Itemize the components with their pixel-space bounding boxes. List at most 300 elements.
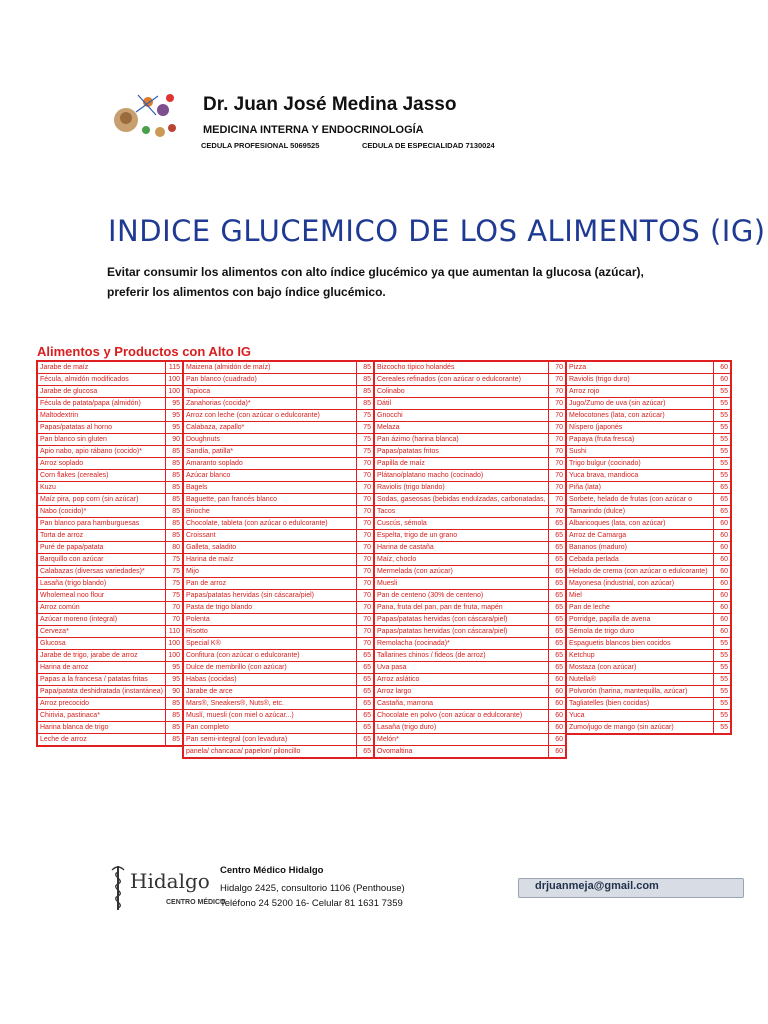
food-name: Corn flakes (cereales) bbox=[37, 470, 166, 482]
table-row bbox=[37, 614, 183, 626]
table-row bbox=[566, 590, 731, 602]
food-name: Jugo/Zumo de uva (sin azúcar) bbox=[566, 398, 714, 410]
ig-value: 60 bbox=[714, 578, 732, 590]
food-name: Cerveza* bbox=[37, 626, 166, 638]
ig-value: 85 bbox=[166, 482, 184, 494]
food-name: Galleta, saladito bbox=[183, 542, 357, 554]
food-name: Albaricoques (lata, con azúcar) bbox=[566, 518, 714, 530]
food-name: Arroz rojo bbox=[566, 386, 714, 398]
food-name: Fécula, almidón modificados bbox=[37, 374, 166, 386]
food-name: Espaguetis blancos bien cocidos bbox=[566, 638, 714, 650]
ig-value: 95 bbox=[166, 410, 184, 422]
food-name: Mermelada (con azúcar) bbox=[374, 566, 549, 578]
food-name: Azúcar moreno (integral) bbox=[37, 614, 166, 626]
ig-value: 70 bbox=[357, 578, 375, 590]
table-title: Alimentos y Productos con Alto IG bbox=[37, 344, 252, 359]
table-row bbox=[37, 722, 183, 734]
ig-value: 60 bbox=[714, 602, 732, 614]
ig-value: 60 bbox=[549, 710, 567, 722]
ig-value: 70 bbox=[357, 614, 375, 626]
table-row bbox=[183, 698, 374, 710]
food-name: Castaña, marrona bbox=[374, 698, 549, 710]
ig-value: 65 bbox=[714, 506, 732, 518]
table-row bbox=[374, 662, 566, 674]
table-row bbox=[566, 494, 731, 506]
food-name: Barquillo con azúcar bbox=[37, 554, 166, 566]
food-name: Papilla de maíz bbox=[374, 458, 549, 470]
food-name: Raviolis (trigo duro) bbox=[566, 374, 714, 386]
food-name: Lasaña (trigo duro) bbox=[374, 722, 549, 734]
hidalgo-logo-sub: CENTRO MÉDICO bbox=[166, 899, 226, 906]
ig-value: 55 bbox=[714, 650, 732, 662]
table-row bbox=[566, 361, 731, 374]
food-name: Jarabe de trigo, jarabe de arroz bbox=[37, 650, 166, 662]
ig-value: 55 bbox=[714, 458, 732, 470]
food-name: Papas/patatas al horno bbox=[37, 422, 166, 434]
food-name: Arroz precocido bbox=[37, 698, 166, 710]
food-name: Pan blanco (cuadrado) bbox=[183, 374, 357, 386]
food-name: Pan de centeno (30% de centeno) bbox=[374, 590, 549, 602]
specialty: MEDICINA INTERNA Y ENDOCRINOLOGÍA bbox=[203, 124, 424, 136]
food-name: Harina blanca de trigo bbox=[37, 722, 166, 734]
table-row bbox=[374, 674, 566, 686]
ig-value: 70 bbox=[549, 398, 567, 410]
ig-value: 70 bbox=[549, 386, 567, 398]
table-row bbox=[374, 542, 566, 554]
food-name: Papas/patatas fritos bbox=[374, 446, 549, 458]
food-name: Jarabe de maíz bbox=[37, 361, 166, 374]
table-row bbox=[566, 638, 731, 650]
food-name: Plátano/platano macho (cocinado) bbox=[374, 470, 549, 482]
table-row bbox=[374, 638, 566, 650]
ig-value: 65 bbox=[357, 746, 375, 759]
food-name: Dulce de membrillo (con azúcar) bbox=[183, 662, 357, 674]
ig-value: 65 bbox=[714, 494, 732, 506]
food-name: Yuca brava, mandioca bbox=[566, 470, 714, 482]
food-name: Torta de arroz bbox=[37, 530, 166, 542]
food-name: Sorbete, helado de frutas (con azúcar o bbox=[566, 494, 714, 506]
food-name: Fécula de patata/papa (almidón) bbox=[37, 398, 166, 410]
table-row bbox=[566, 434, 731, 446]
table-column-1 bbox=[36, 360, 184, 747]
table-row bbox=[374, 470, 566, 482]
table-row bbox=[37, 638, 183, 650]
ig-value: 85 bbox=[166, 734, 184, 747]
food-name: Pan ázimo (harina blanca) bbox=[374, 434, 549, 446]
food-name: Glucosa bbox=[37, 638, 166, 650]
table-row bbox=[183, 722, 374, 734]
table-row bbox=[37, 410, 183, 422]
table-row bbox=[566, 458, 731, 470]
ig-value: 55 bbox=[714, 722, 732, 735]
food-name: Colinabo bbox=[374, 386, 549, 398]
ig-value: 65 bbox=[357, 698, 375, 710]
food-name: Muesli bbox=[374, 578, 549, 590]
ig-value: 65 bbox=[549, 566, 567, 578]
ig-value: 65 bbox=[357, 650, 375, 662]
food-name: Pana, fruta del pan, pan de fruta, mapén bbox=[374, 602, 549, 614]
food-name: Cebada perlada bbox=[566, 554, 714, 566]
food-name: Maizena (almidón de maíz) bbox=[183, 361, 357, 374]
ig-value: 60 bbox=[714, 530, 732, 542]
table-row bbox=[183, 398, 374, 410]
table-row bbox=[566, 506, 731, 518]
food-name: Gnocchi bbox=[374, 410, 549, 422]
table-row bbox=[37, 518, 183, 530]
food-name: Apio nabo, apio rábano (cocido)* bbox=[37, 446, 166, 458]
food-name: Nutella® bbox=[566, 674, 714, 686]
ig-value: 70 bbox=[549, 494, 567, 506]
table-row bbox=[566, 518, 731, 530]
food-name: Chocolate, tableta (con azúcar o edulcorante) bbox=[183, 518, 357, 530]
table-row bbox=[374, 686, 566, 698]
table-row bbox=[374, 578, 566, 590]
ig-value: 70 bbox=[549, 434, 567, 446]
table-row bbox=[183, 446, 374, 458]
center-address: Hidalgo 2425, consultorio 1106 (Penthouse) bbox=[220, 883, 405, 894]
table-row bbox=[37, 446, 183, 458]
ig-value: 85 bbox=[166, 530, 184, 542]
table-row bbox=[374, 602, 566, 614]
table-row bbox=[37, 542, 183, 554]
food-name: Dátil bbox=[374, 398, 549, 410]
table-row bbox=[374, 434, 566, 446]
food-name: Polvorón (harina, mantequilla, azúcar) bbox=[566, 686, 714, 698]
food-name: Melocotones (lata, con azúcar) bbox=[566, 410, 714, 422]
table-row bbox=[183, 470, 374, 482]
intro-text: Evitar consumir los alimentos con alto índice glucémico ya que aumentan la glucosa (azúcar), preferir los alimentos con bajo índice glucémico. bbox=[107, 265, 644, 299]
ig-value: 60 bbox=[714, 614, 732, 626]
ig-value: 55 bbox=[714, 710, 732, 722]
table-row bbox=[37, 578, 183, 590]
food-name: Leche de arroz bbox=[37, 734, 166, 747]
ig-value: 85 bbox=[166, 446, 184, 458]
table-row bbox=[566, 566, 731, 578]
ig-value: 60 bbox=[549, 746, 567, 759]
table-column-2 bbox=[182, 360, 375, 759]
ig-value: 70 bbox=[549, 506, 567, 518]
table-row bbox=[374, 614, 566, 626]
food-name: Jarabe de arce bbox=[183, 686, 357, 698]
food-name: Pizza bbox=[566, 361, 714, 374]
table-row bbox=[566, 422, 731, 434]
table-row bbox=[37, 674, 183, 686]
ig-value: 55 bbox=[714, 638, 732, 650]
table-row bbox=[183, 422, 374, 434]
table-row bbox=[37, 734, 183, 747]
table-row bbox=[183, 434, 374, 446]
food-name: Papas a la francesa / patatas fritas bbox=[37, 674, 166, 686]
food-name: Pan blanco para hamburguesas bbox=[37, 518, 166, 530]
food-name: Muslí, muesli (con miel o azúcar...) bbox=[183, 710, 357, 722]
ig-value: 110 bbox=[166, 626, 184, 638]
ig-value: 70 bbox=[357, 506, 375, 518]
ig-value: 70 bbox=[357, 602, 375, 614]
ig-value: 65 bbox=[549, 530, 567, 542]
food-name: Espelta, trigo de un grano bbox=[374, 530, 549, 542]
food-name: Puré de papa/patata bbox=[37, 542, 166, 554]
food-name: Calabaza, zapallo* bbox=[183, 422, 357, 434]
ig-value: 65 bbox=[549, 614, 567, 626]
table-row bbox=[374, 530, 566, 542]
ig-value: 65 bbox=[357, 662, 375, 674]
glycemic-table bbox=[36, 360, 732, 791]
ig-value: 60 bbox=[549, 674, 567, 686]
ig-value: 65 bbox=[549, 650, 567, 662]
cedula-profesional: CEDULA PROFESIONAL 5069525 bbox=[201, 141, 320, 150]
table-row bbox=[566, 374, 731, 386]
ig-value: 65 bbox=[357, 686, 375, 698]
ig-value: 55 bbox=[714, 674, 732, 686]
ig-value: 70 bbox=[357, 554, 375, 566]
ig-value: 65 bbox=[357, 734, 375, 746]
ig-value: 55 bbox=[714, 398, 732, 410]
ig-value: 100 bbox=[166, 374, 184, 386]
table-row bbox=[183, 506, 374, 518]
ig-value: 75 bbox=[166, 554, 184, 566]
food-name: Harina de maíz bbox=[183, 554, 357, 566]
food-name: Yuca bbox=[566, 710, 714, 722]
food-name: Nabo (cocido)* bbox=[37, 506, 166, 518]
ig-value: 70 bbox=[357, 626, 375, 638]
ig-value: 95 bbox=[166, 674, 184, 686]
table-row bbox=[374, 746, 566, 759]
ig-value: 85 bbox=[357, 374, 375, 386]
table-row bbox=[37, 494, 183, 506]
food-name: Raviolis (trigo blando) bbox=[374, 482, 549, 494]
table-row bbox=[183, 590, 374, 602]
ig-value: 65 bbox=[714, 482, 732, 494]
food-name: Níspero (japonés bbox=[566, 422, 714, 434]
table-row bbox=[183, 518, 374, 530]
ig-value: 60 bbox=[549, 734, 567, 746]
food-name: Amaranto soplado bbox=[183, 458, 357, 470]
table-row bbox=[37, 386, 183, 398]
table-row bbox=[37, 650, 183, 662]
table-row bbox=[183, 662, 374, 674]
table-row bbox=[183, 374, 374, 386]
table-row bbox=[566, 470, 731, 482]
table-row bbox=[37, 506, 183, 518]
table-row bbox=[37, 422, 183, 434]
food-name: Arroz común bbox=[37, 602, 166, 614]
table-row bbox=[374, 734, 566, 746]
food-name: Papas/patatas hervidas (sin cáscara/piel) bbox=[183, 590, 357, 602]
table-row bbox=[566, 398, 731, 410]
table-row bbox=[183, 710, 374, 722]
ig-value: 70 bbox=[357, 566, 375, 578]
food-name: Papas/patatas hervidas (con cáscara/piel) bbox=[374, 626, 549, 638]
ig-value: 75 bbox=[166, 566, 184, 578]
food-name: Arroz aslático bbox=[374, 674, 549, 686]
ig-value: 70 bbox=[357, 530, 375, 542]
food-name: Cereales refinados (con azúcar o edulcorante) bbox=[374, 374, 549, 386]
ig-value: 70 bbox=[166, 602, 184, 614]
ig-value: 85 bbox=[166, 722, 184, 734]
center-phone: Teléfono 24 5200 16- Celular 81 1631 7359 bbox=[220, 898, 403, 909]
table-row bbox=[183, 554, 374, 566]
food-name: Sandía, patilla* bbox=[183, 446, 357, 458]
food-name: Mayonesa (industrial, con azúcar) bbox=[566, 578, 714, 590]
food-name: Cuscús, sémola bbox=[374, 518, 549, 530]
ig-value: 70 bbox=[357, 542, 375, 554]
ig-value: 85 bbox=[166, 698, 184, 710]
ig-value: 70 bbox=[549, 458, 567, 470]
food-name: Chirivia, pastinaca* bbox=[37, 710, 166, 722]
ig-value: 70 bbox=[549, 410, 567, 422]
table-row bbox=[183, 566, 374, 578]
ig-value: 65 bbox=[549, 578, 567, 590]
food-name: Maíz pira, pop corn (sin azúcar) bbox=[37, 494, 166, 506]
ig-value: 85 bbox=[166, 494, 184, 506]
ig-value: 75 bbox=[357, 422, 375, 434]
doctor-name: Dr. Juan José Medina Jasso bbox=[203, 94, 457, 115]
ig-value: 95 bbox=[166, 422, 184, 434]
ig-value: 70 bbox=[357, 482, 375, 494]
table-row bbox=[183, 686, 374, 698]
food-name: Brioche bbox=[183, 506, 357, 518]
table-row bbox=[183, 386, 374, 398]
ig-value: 70 bbox=[549, 446, 567, 458]
table-row bbox=[183, 638, 374, 650]
food-name: Porridge, papilla de avena bbox=[566, 614, 714, 626]
food-name: Piña (lata) bbox=[566, 482, 714, 494]
table-column-4 bbox=[565, 360, 732, 735]
food-name: Uva pasa bbox=[374, 662, 549, 674]
table-row bbox=[566, 578, 731, 590]
doctor-logo bbox=[108, 90, 182, 142]
table-row bbox=[37, 662, 183, 674]
ig-value: 65 bbox=[549, 602, 567, 614]
ig-value: 70 bbox=[549, 361, 567, 374]
ig-value: 90 bbox=[166, 434, 184, 446]
table-row bbox=[183, 458, 374, 470]
table-row bbox=[566, 722, 731, 735]
ig-value: 70 bbox=[549, 422, 567, 434]
table-row bbox=[566, 554, 731, 566]
table-row bbox=[374, 410, 566, 422]
food-name: Papaya (fruta fresca) bbox=[566, 434, 714, 446]
table-row bbox=[374, 361, 566, 374]
table-row bbox=[37, 554, 183, 566]
email-link[interactable]: drjuanmeja@gmail.com bbox=[535, 880, 659, 892]
table-row bbox=[566, 542, 731, 554]
food-name: Lasaña (trigo blando) bbox=[37, 578, 166, 590]
food-name: Azúcar blanco bbox=[183, 470, 357, 482]
table-row bbox=[374, 650, 566, 662]
food-name: Doughnuts bbox=[183, 434, 357, 446]
food-name: panela/ chancaca/ papelon/ piloncillo bbox=[183, 746, 357, 759]
ig-value: 55 bbox=[714, 698, 732, 710]
ig-value: 65 bbox=[549, 590, 567, 602]
ig-value: 85 bbox=[357, 398, 375, 410]
ig-value: 115 bbox=[166, 361, 184, 374]
table-row bbox=[183, 674, 374, 686]
food-name: Arroz de Camarga bbox=[566, 530, 714, 542]
table-row bbox=[374, 386, 566, 398]
ig-value: 70 bbox=[357, 518, 375, 530]
table-row bbox=[374, 554, 566, 566]
ig-value: 70 bbox=[549, 482, 567, 494]
table-row bbox=[37, 398, 183, 410]
food-name: Tamarindo (dulce) bbox=[566, 506, 714, 518]
table-row bbox=[37, 566, 183, 578]
table-row bbox=[374, 506, 566, 518]
table-row bbox=[374, 698, 566, 710]
cedula-especialidad: CEDULA DE ESPECIALIDAD 7130024 bbox=[362, 141, 495, 150]
table-row bbox=[37, 374, 183, 386]
ig-value: 85 bbox=[357, 386, 375, 398]
food-name: Tapioca bbox=[183, 386, 357, 398]
ig-value: 75 bbox=[357, 446, 375, 458]
table-row bbox=[183, 542, 374, 554]
ig-value: 85 bbox=[166, 470, 184, 482]
table-row bbox=[37, 590, 183, 602]
ig-value: 100 bbox=[166, 386, 184, 398]
food-name: Arroz soplado bbox=[37, 458, 166, 470]
food-name: Helado de crema (con azúcar o edulcorante) bbox=[566, 566, 714, 578]
ig-value: 60 bbox=[714, 566, 732, 578]
food-name: Risotto bbox=[183, 626, 357, 638]
table-row bbox=[37, 686, 183, 698]
table-row bbox=[183, 361, 374, 374]
ig-value: 80 bbox=[166, 542, 184, 554]
ig-value: 60 bbox=[714, 542, 732, 554]
ig-value: 60 bbox=[549, 686, 567, 698]
ig-value: 60 bbox=[549, 698, 567, 710]
table-row bbox=[566, 602, 731, 614]
table-row bbox=[374, 710, 566, 722]
ig-value: 60 bbox=[714, 626, 732, 638]
hidalgo-logo-text: Hidalgo bbox=[130, 869, 210, 893]
table-row bbox=[183, 626, 374, 638]
food-name: Tacos bbox=[374, 506, 549, 518]
food-name: Bagels bbox=[183, 482, 357, 494]
table-row bbox=[566, 710, 731, 722]
ig-value: 70 bbox=[357, 494, 375, 506]
food-name: Bizcocho típico holandés bbox=[374, 361, 549, 374]
food-name: Calabazas (diversas variedades)* bbox=[37, 566, 166, 578]
table-row bbox=[566, 446, 731, 458]
table-row bbox=[566, 530, 731, 542]
food-name: Maltodextrin bbox=[37, 410, 166, 422]
table-row bbox=[566, 662, 731, 674]
ig-value: 65 bbox=[549, 518, 567, 530]
table-row bbox=[374, 446, 566, 458]
ig-value: 60 bbox=[714, 518, 732, 530]
food-name: Mars®, Sneakers®, Nuts®, etc. bbox=[183, 698, 357, 710]
table-row bbox=[37, 626, 183, 638]
food-name: Papas/patatas hervidas (con cáscara/piel) bbox=[374, 614, 549, 626]
food-name: Mijo bbox=[183, 566, 357, 578]
ig-value: 55 bbox=[714, 434, 732, 446]
food-name: Arroz largo bbox=[374, 686, 549, 698]
food-name: Remolacha (cocinada)* bbox=[374, 638, 549, 650]
ig-value: 65 bbox=[549, 554, 567, 566]
table-row bbox=[374, 518, 566, 530]
food-name: Croissant bbox=[183, 530, 357, 542]
table-row bbox=[37, 470, 183, 482]
food-name: Sodas, gaseosas (bebidas endulzadas, carbonatadas, bbox=[374, 494, 549, 506]
table-row bbox=[37, 698, 183, 710]
food-name: Miel bbox=[566, 590, 714, 602]
food-name: Confitura (con azúcar o edulcorante) bbox=[183, 650, 357, 662]
food-name: Jarabe de glucosa bbox=[37, 386, 166, 398]
table-row bbox=[566, 410, 731, 422]
food-name: Papa/patata deshidratada (instantánea) bbox=[37, 686, 166, 698]
table-row bbox=[183, 410, 374, 422]
ig-value: 85 bbox=[357, 361, 375, 374]
